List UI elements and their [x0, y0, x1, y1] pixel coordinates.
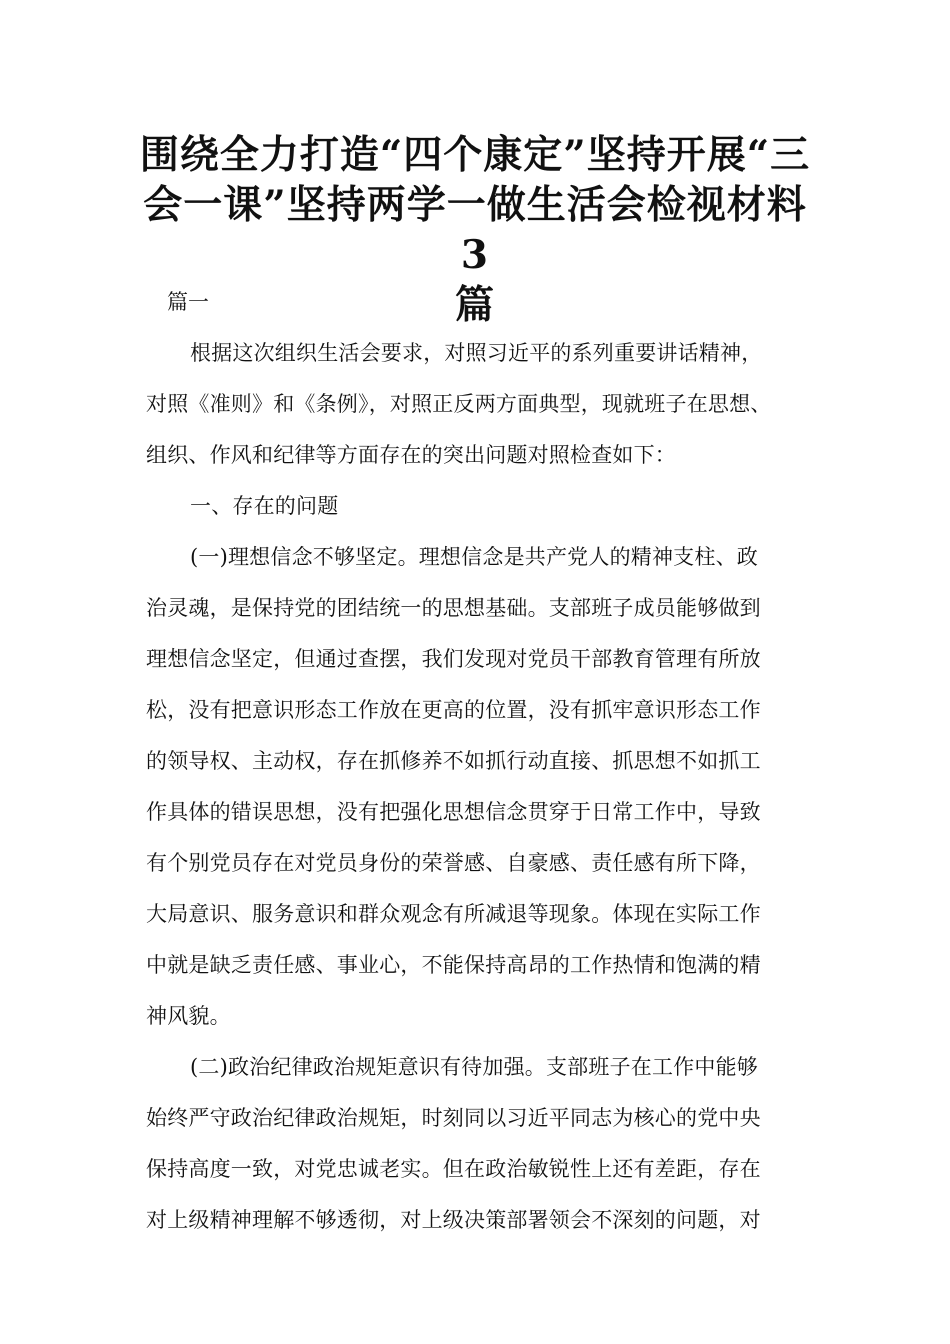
text-line: 松，没有把意识形态工作放在更高的位置，没有抓牢意识形态工作: [146, 698, 761, 722]
text-line: 大局意识、服务意识和群众观念有所减退等现象。体现在实际工作: [146, 902, 761, 926]
text-line: 作具体的错误思想，没有把强化思想信念贯穿于日常工作中，导致: [146, 800, 761, 824]
text-line: 治灵魂，是保持党的团结统一的思想基础。支部班子成员能够做到: [146, 596, 761, 620]
text-line: 中就是缺乏责任感、事业心，不能保持高昂的工作热情和饱满的精: [146, 953, 761, 977]
text-line: 保持高度一致，对党忠诚老实。但在政治敏锐性上还有差距，存在: [146, 1157, 761, 1181]
title-line: 围绕全力打造“四个康定”坚持开展“三: [139, 132, 811, 178]
text-line: 组织、作风和纪律等方面存在的突出问题对照检查如下：: [146, 443, 676, 467]
text-line: 理想信念坚定，但通过查摆，我们发现对党员干部教育管理有所放: [146, 647, 761, 671]
section-label: 篇一: [167, 290, 209, 314]
text-line: 一、存在的问题: [190, 494, 339, 518]
text-line: 根据这次组织生活会要求，对照习近平的系列重要讲话精神，: [190, 341, 763, 365]
title-line: 会一课”坚持两学一做生活会检视材料3: [143, 182, 807, 278]
text-line: (一)理想信念不够坚定。理想信念是共产党人的精神支柱、政: [190, 545, 758, 569]
text-line: 始终严守政治纪律政治规矩，时刻同以习近平同志为核心的党中央: [146, 1106, 761, 1130]
body-text: [146, 338, 818, 1256]
text-line: (二)政治纪律政治规矩意识有待加强。支部班子在工作中能够: [190, 1055, 758, 1079]
text-line: 的领导权、主动权，存在抓修养不如抓行动直接、抓思想不如抓工: [146, 749, 761, 773]
text-line: 有个别党员存在对党员身份的荣誉感、自豪感、责任感有所下降，: [146, 851, 761, 875]
text-line: 对照《准则》和《条例》，对照正反两方面典型，现就班子在思想、: [146, 392, 772, 416]
text-line: 神风貌。: [146, 1004, 231, 1028]
document-title: [130, 130, 820, 330]
text-line: 对上级精神理解不够透彻，对上级决策部署领会不深刻的问题，对: [146, 1208, 761, 1232]
title-line: 篇: [454, 282, 495, 328]
